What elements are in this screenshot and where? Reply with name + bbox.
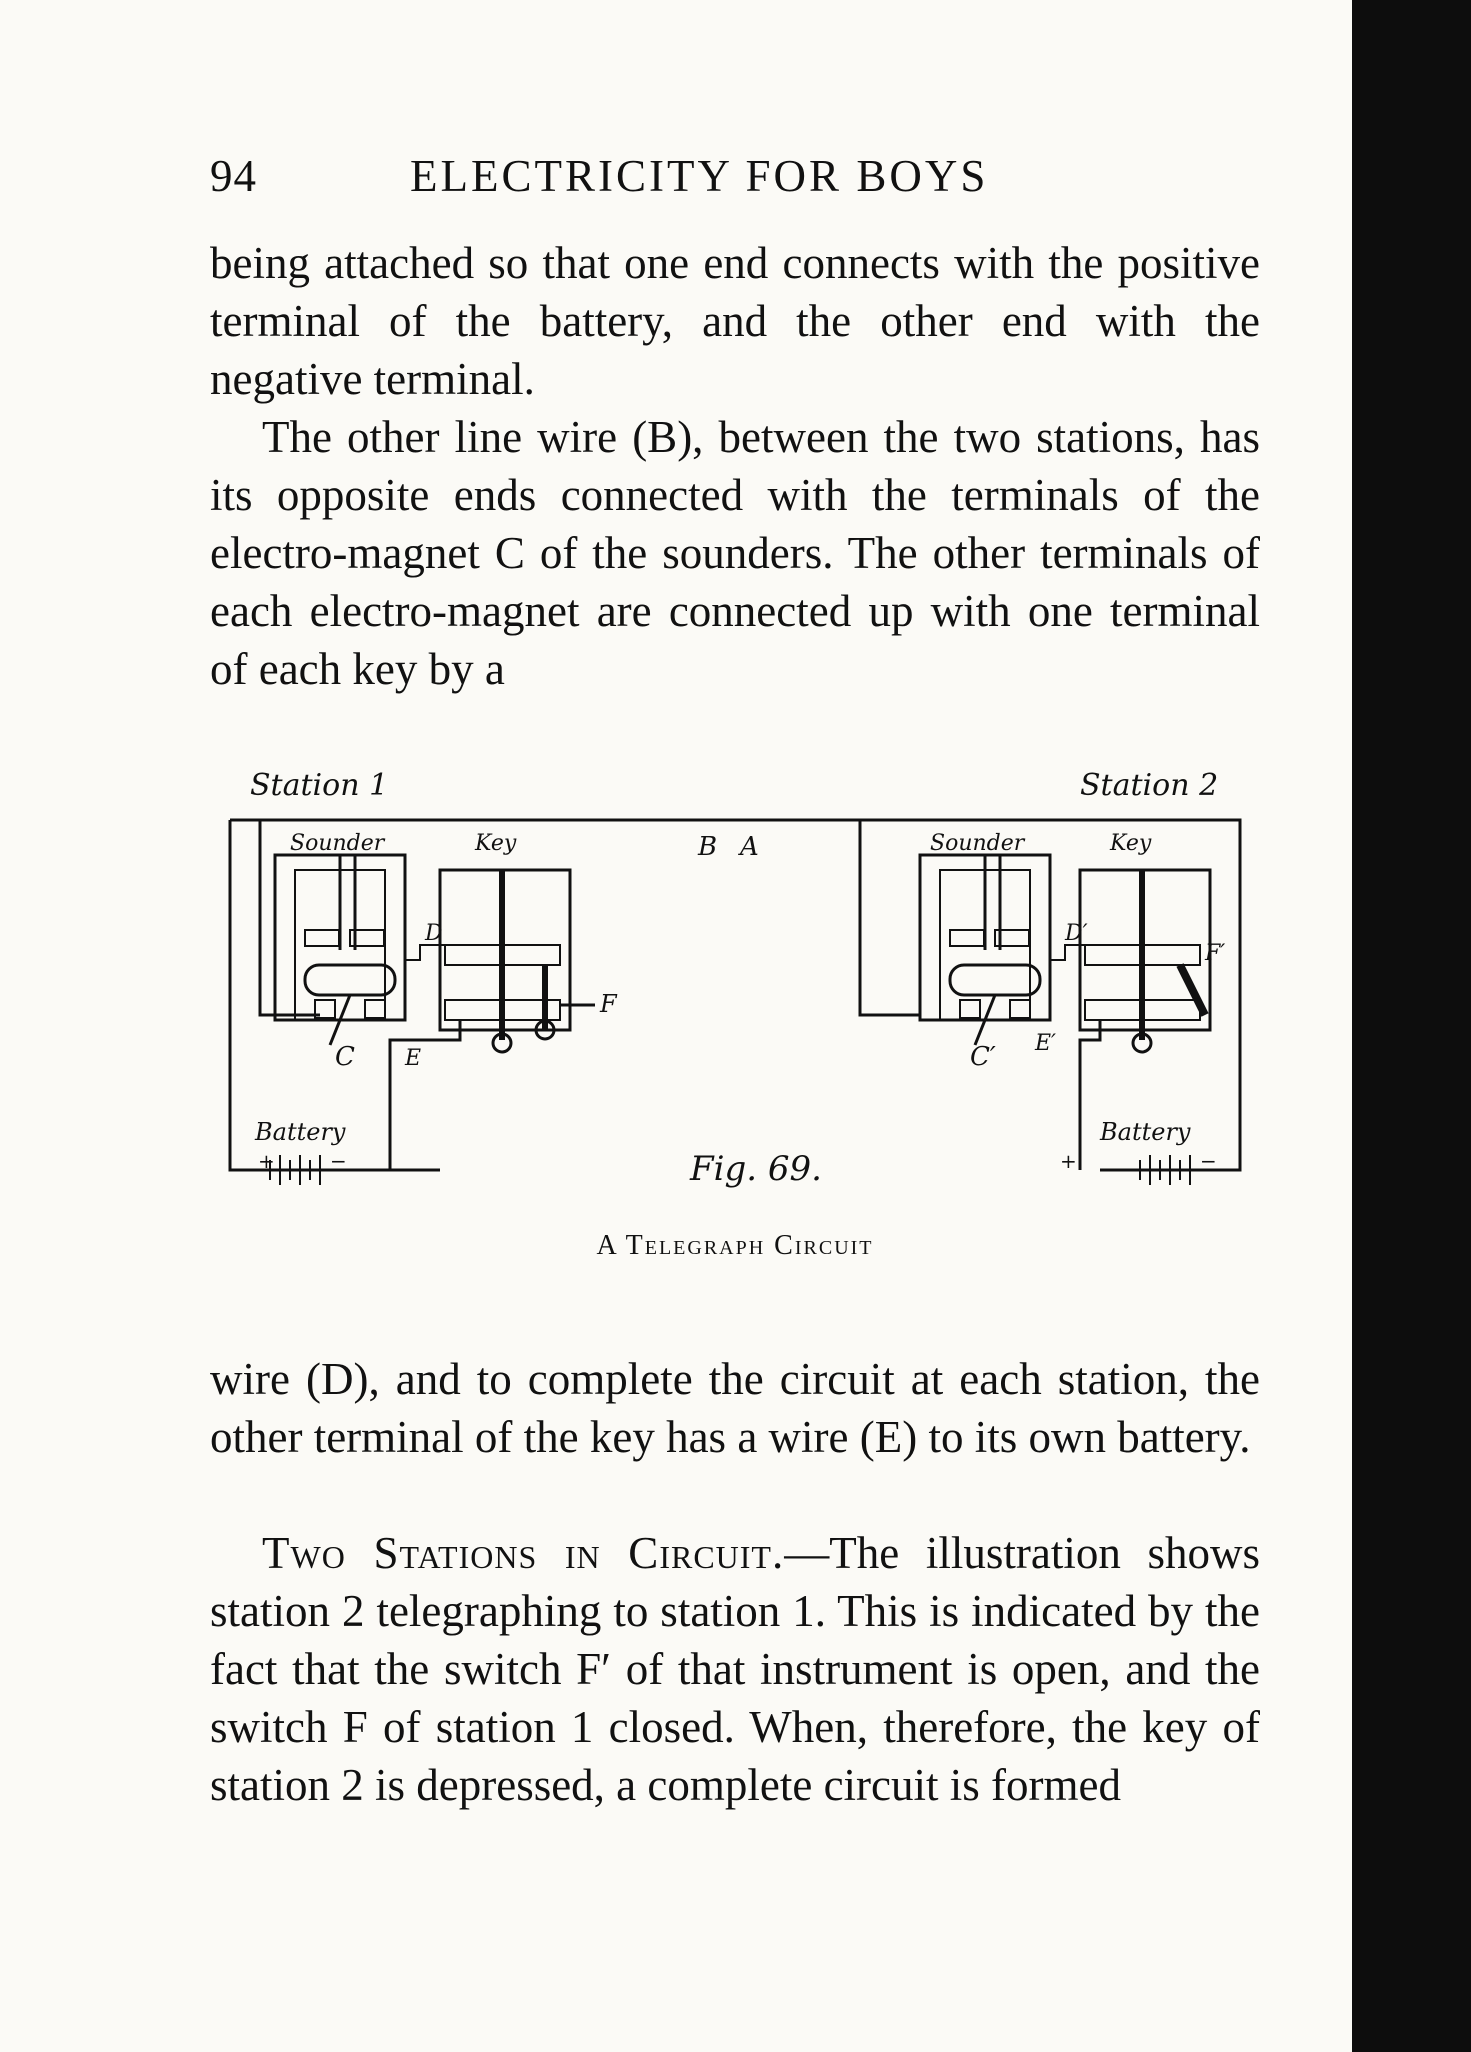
label-c-prime: C′ (970, 1042, 996, 1072)
wire-b-right (860, 820, 920, 1015)
label-sounder-2: Sounder (930, 831, 1025, 856)
label-station-2: Station 2 (1080, 768, 1219, 803)
paragraph-line-wire: The other line wire (B), between the two stations, has its opposite ends connected with the terminals of the electro-magnet C of the sounders. The other terminals of each electro-magnet are connected up with one terminal of each key by a (210, 412, 1260, 694)
label-station-1: Station 1 (250, 768, 389, 803)
paragraph-two-stations (210, 1524, 1260, 1814)
label-f-prime: F′ (1205, 941, 1226, 966)
label-d-prime: D′ (1065, 921, 1088, 946)
label-key-2: Key (1110, 831, 1152, 856)
section-heading: Two Stations in Circuit. (262, 1528, 785, 1578)
label-e: E (405, 1046, 422, 1071)
label-battery-2: Battery (1100, 1118, 1191, 1146)
figure-caption: A Telegraph Circuit (596, 1230, 874, 1261)
battery-2-minus: − (1200, 1149, 1217, 1173)
battery-1-minus: − (330, 1149, 347, 1173)
page-header (210, 150, 1070, 210)
label-f: F (600, 990, 617, 1018)
label-battery-1: Battery (255, 1118, 346, 1146)
label-wire-b: B (698, 832, 718, 862)
label-sounder-1: Sounder (290, 831, 385, 856)
paragraph-wire-d: wire (D), and to complete the circuit at each station, the other terminal of the key has a wire (E) to its own battery. (210, 1354, 1260, 1462)
paragraph-continued: being attached so that one end connects with the positive terminal of the battery, and the other end with the negative terminal. (210, 238, 1260, 404)
label-e-prime: E′ (1035, 1031, 1057, 1056)
telegraph-circuit-figure (220, 760, 1260, 1210)
figure-number: Fig. 69. (690, 1149, 822, 1189)
circuit-diagram (220, 760, 1260, 1210)
label-d: D (425, 921, 443, 946)
wire-e-1 (390, 1020, 460, 1170)
page-number: 94 (210, 151, 257, 201)
section-body: —The illustration shows station 2 telegraphing to station 1. This is indicated by the fact that the switch F′ of that instrument is open, and the switch F of station 1 closed. When, therefore, the key of station 2 is depressed, a complete circuit is formed (210, 1528, 1261, 1810)
label-key-1: Key (475, 831, 517, 856)
wire-e-2 (1080, 1020, 1100, 1170)
label-c: C (335, 1042, 355, 1072)
page-edge-shadow (1352, 0, 1471, 2052)
running-title: ELECTRICITY FOR BOYS (410, 151, 989, 201)
battery-2-plus: + (1060, 1149, 1077, 1173)
label-wire-a: A (740, 832, 759, 862)
battery-1-plus: + (258, 1149, 275, 1173)
